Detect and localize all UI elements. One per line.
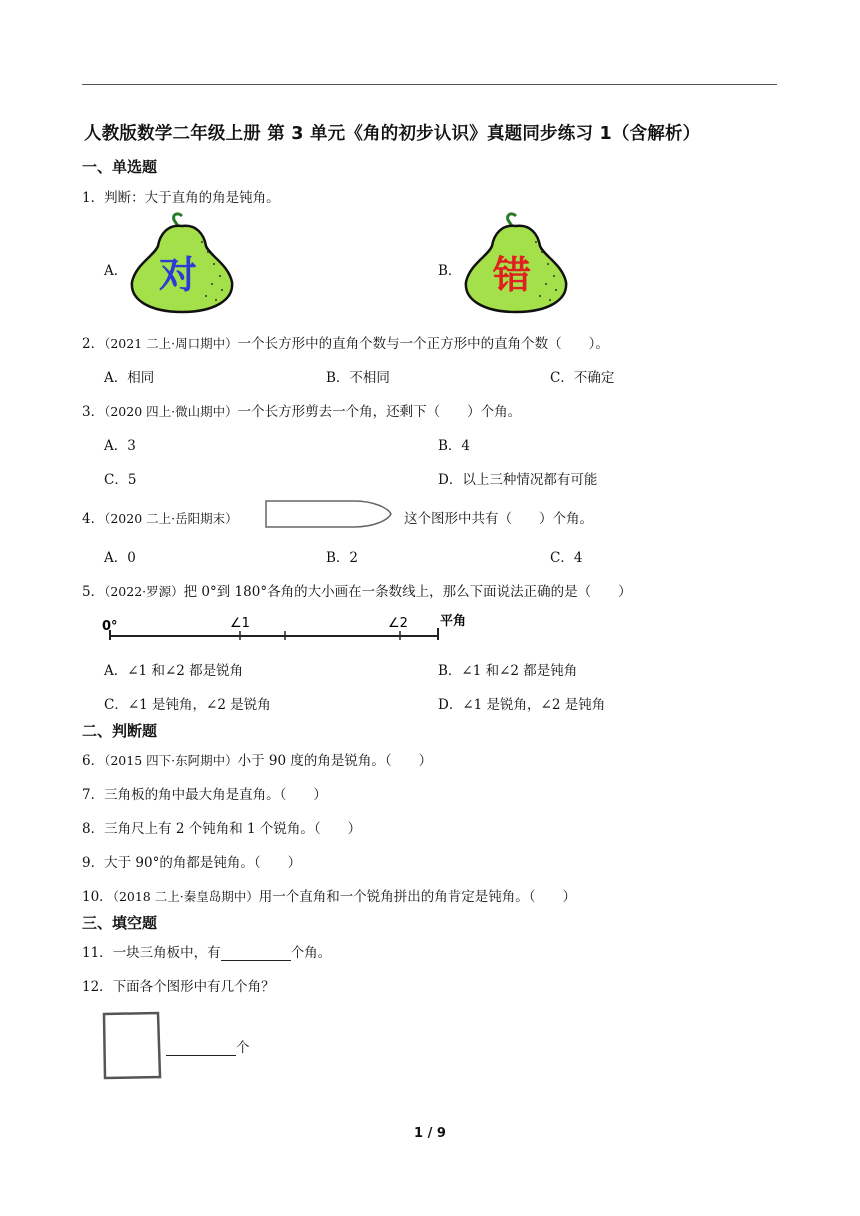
label-angle-1: ∠1 <box>230 616 250 631</box>
question-source: （2022·罗源） <box>104 584 184 599</box>
question-number: 8． <box>82 821 105 837</box>
question-5 <box>82 580 632 600</box>
section-heading-true-false: 二、判断题 <box>82 722 158 740</box>
square-figure <box>100 1010 164 1082</box>
question-12 <box>82 975 275 995</box>
option-d: D．∠1 是锐角，∠2 是钝角 <box>438 697 606 713</box>
question-number: 11． <box>82 945 113 961</box>
pear-icon-wrong <box>462 212 570 314</box>
option-c: C．4 <box>550 550 583 566</box>
question-number: 12． <box>82 979 113 995</box>
option-b: B．∠1 和∠2 都是钝角 <box>438 663 578 679</box>
question-number: 1． <box>82 190 105 206</box>
label-angle-2: ∠2 <box>388 616 408 631</box>
answer-blank[interactable] <box>166 1041 236 1056</box>
question-4-text: 这个图形中共有（ ）个角。 <box>404 511 593 527</box>
question-text-after: 个角。 <box>290 945 332 961</box>
question-text: 用一个直角和一个锐角拼出的角肯定是钝角。（ ） <box>258 889 576 905</box>
question-4 <box>82 507 238 527</box>
question-9 <box>82 851 301 871</box>
question-source: （2015 四下·东阿期中） <box>104 753 238 768</box>
label-end: 平角 <box>440 614 467 629</box>
option-b: B．4 <box>438 438 471 454</box>
angle-number-line <box>100 608 480 642</box>
option-a: A．相同 <box>104 370 155 386</box>
question-text: 下面各个图形中有几个角？ <box>112 979 275 995</box>
question-number: 3． <box>82 404 105 420</box>
question-text: 三角尺上有 2 个钝角和 1 个锐角。（ ） <box>104 821 362 837</box>
question-6 <box>82 749 432 769</box>
question-number: 6． <box>82 753 105 769</box>
question-number: 2． <box>82 336 105 352</box>
question-text: 大于 90°的角都是钝角。（ ） <box>104 855 302 871</box>
question-number: 10． <box>82 889 113 905</box>
question-source: （2020 二上·岳阳期末） <box>104 511 238 526</box>
question-10 <box>82 885 576 905</box>
pear-label-correct: 对 <box>158 253 198 297</box>
question-number: 7． <box>82 787 105 803</box>
option-b: B．2 <box>326 550 359 566</box>
question-source: （2018 二上·秦皇岛期中） <box>112 889 259 904</box>
option-c: C．5 <box>104 472 137 488</box>
bullet-shape-figure <box>262 498 394 530</box>
header-rule <box>82 84 777 85</box>
option-c: C．∠1 是钝角，∠2 是锐角 <box>104 697 271 713</box>
question-source: （2020 四上·微山期中） <box>104 404 238 419</box>
section-heading-single-choice: 一、单选题 <box>82 158 158 176</box>
question-text-before: 一块三角板中，有 <box>112 945 221 961</box>
document-title: 人教版数学二年级上册 第 3 单元《角的初步认识》真题同步练习 1（含解析） <box>84 124 701 144</box>
option-b: B．不相同 <box>326 370 390 386</box>
question-8 <box>82 817 361 837</box>
question-source: （2021 二上·周口期中） <box>104 336 238 351</box>
question-2 <box>82 332 609 352</box>
option-d: D．以上三种情况都有可能 <box>438 472 598 488</box>
question-1 <box>82 186 280 206</box>
question-11 <box>82 941 331 961</box>
question-12-answer <box>166 1036 250 1056</box>
question-text: 一个长方形剪去一个角，还剩下（ ）个角。 <box>237 404 522 420</box>
question-text: 把 0°到 180°各角的大小画在一条数线上，那么下面说法正确的是（ ） <box>183 584 632 600</box>
question-number: 9． <box>82 855 105 871</box>
pear-label-wrong: 错 <box>492 253 532 297</box>
option-a: A．0 <box>104 550 136 566</box>
pear-icon-correct <box>128 212 236 314</box>
question-text: 一个长方形中的直角个数与一个正方形中的直角个数（ ）。 <box>237 336 609 352</box>
option-a: A．∠1 和∠2 都是锐角 <box>104 663 244 679</box>
option-b-label: B． <box>438 263 462 279</box>
question-text: 三角板的角中最大角是直角。（ ） <box>104 787 327 803</box>
page-number: 1 / 9 <box>414 1126 446 1141</box>
question-number: 5． <box>82 584 105 600</box>
question-number: 4． <box>82 511 105 527</box>
option-c: C．不确定 <box>550 370 615 386</box>
question-text: 小于 90 度的角是锐角。（ ） <box>237 753 433 769</box>
option-a: A．3 <box>104 438 136 454</box>
question-3 <box>82 400 521 420</box>
label-start: 0° <box>102 619 118 634</box>
question-text: 判断：大于直角的角是钝角。 <box>104 190 280 206</box>
answer-suffix: 个 <box>236 1040 250 1056</box>
answer-blank[interactable] <box>221 946 291 961</box>
option-a-label: A． <box>104 263 128 279</box>
question-7 <box>82 783 327 803</box>
section-heading-fill-blank: 三、填空题 <box>82 914 158 932</box>
